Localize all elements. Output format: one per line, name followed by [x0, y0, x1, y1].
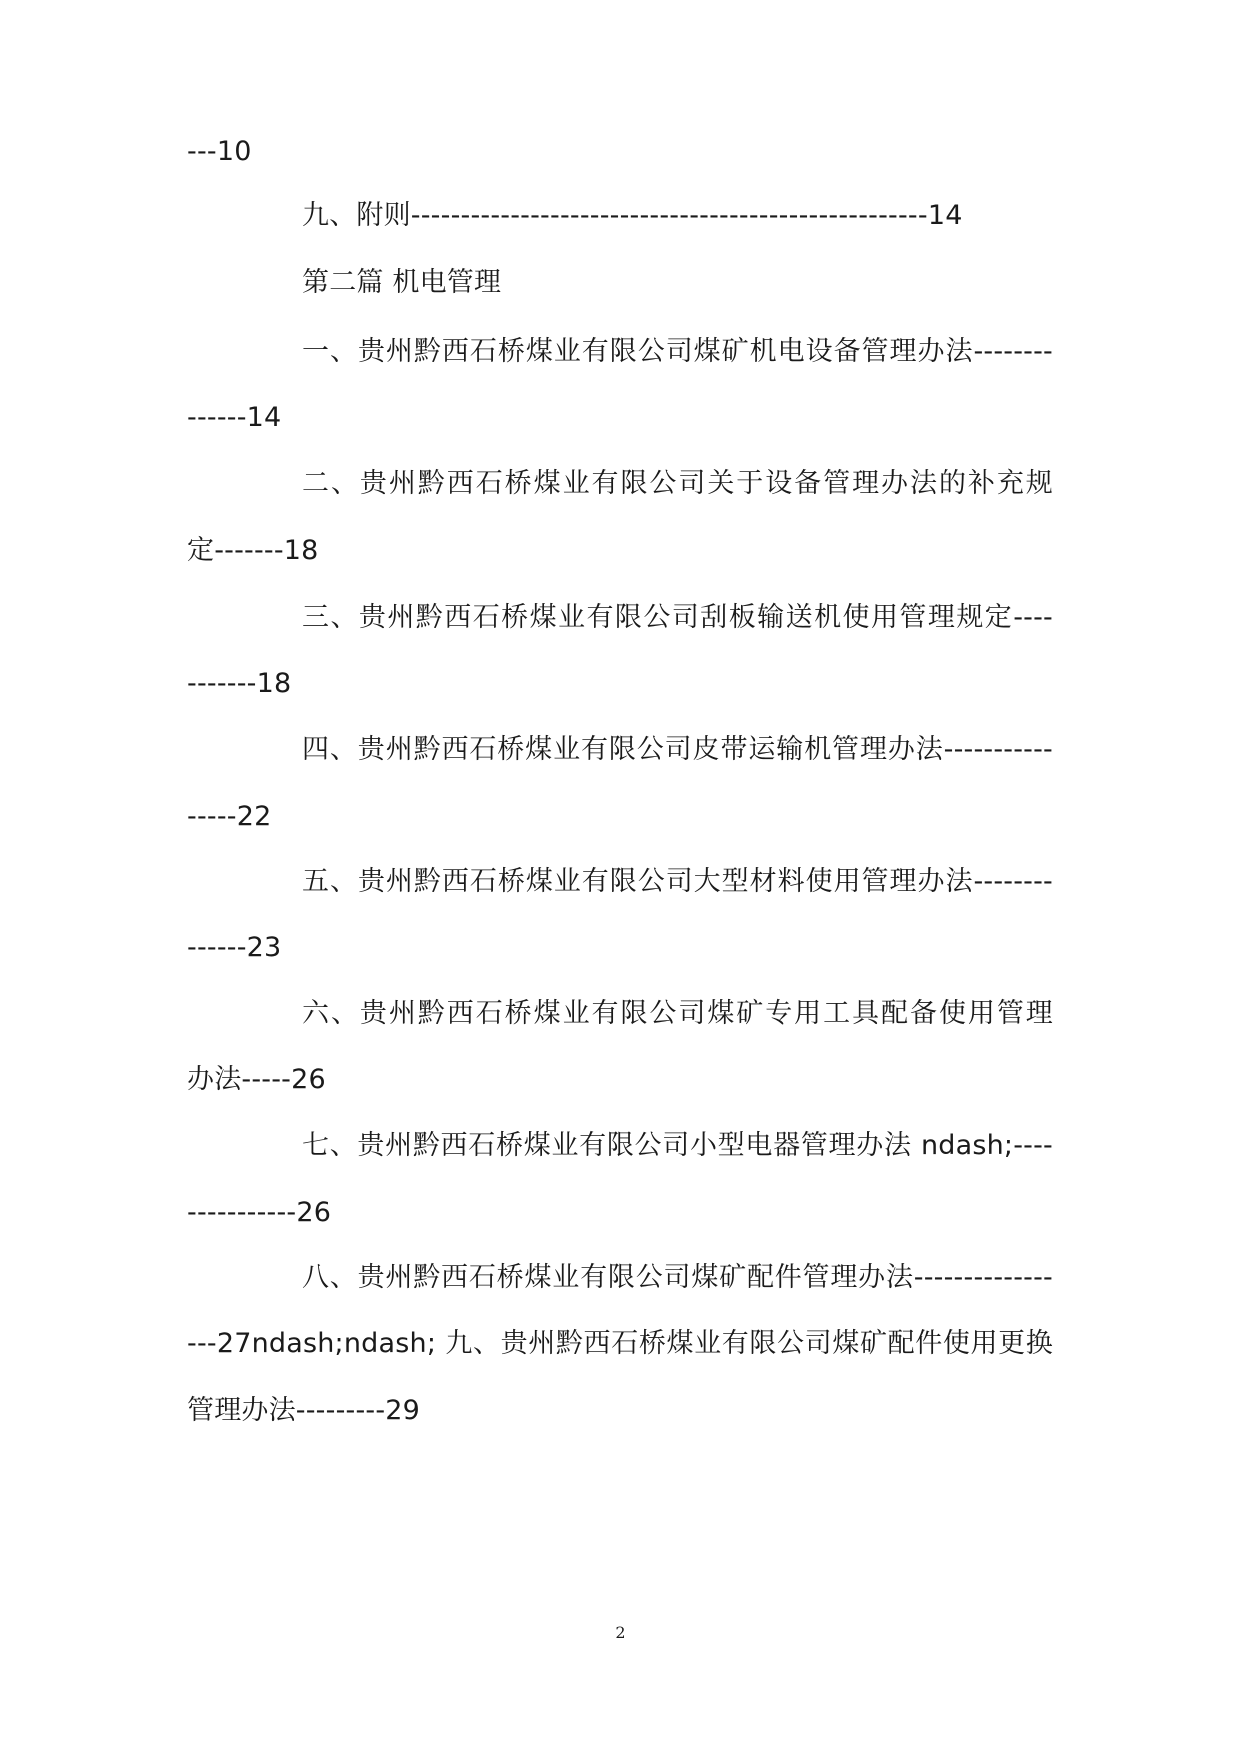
- toc-entry-appendix: 九、附则----------------------------------------------------14: [302, 200, 963, 231]
- toc-entry-4-continuation: -----22: [187, 801, 272, 832]
- toc-entry-2-continuation: 定-------18: [187, 535, 319, 566]
- toc-entry-5-continuation: ------23: [187, 932, 282, 963]
- toc-entry-7: 七、贵州黔西石桥煤业有限公司小型电器管理办法 ndash;----: [302, 1130, 1053, 1161]
- section-heading: 第二篇 机电管理: [302, 267, 502, 298]
- page-number: 2: [615, 1623, 626, 1642]
- toc-entry-4: 四、贵州黔西石桥煤业有限公司皮带运输机管理办法-----------: [302, 734, 1053, 765]
- toc-line-continuation: ---10: [187, 136, 252, 167]
- toc-entry-3-continuation: -------18: [187, 668, 292, 699]
- toc-entry-9-continuation: 管理办法---------29: [187, 1395, 421, 1426]
- toc-entry-5: 五、贵州黔西石桥煤业有限公司大型材料使用管理办法--------: [302, 866, 1053, 897]
- toc-entry-7-continuation: -----------26: [187, 1197, 332, 1228]
- toc-entry-2: 二、贵州黔西石桥煤业有限公司关于设备管理办法的补充规: [302, 468, 1053, 499]
- toc-entry-1-continuation: ------14: [187, 402, 282, 433]
- toc-entry-8: 八、贵州黔西石桥煤业有限公司煤矿配件管理办法--------------: [302, 1262, 1053, 1293]
- toc-entry-1: 一、贵州黔西石桥煤业有限公司煤矿机电设备管理办法--------: [302, 336, 1053, 367]
- toc-entry-3: 三、贵州黔西石桥煤业有限公司刮板输送机使用管理规定----: [302, 602, 1053, 633]
- toc-entry-6-continuation: 办法-----26: [187, 1064, 326, 1095]
- toc-entry-6: 六、贵州黔西石桥煤业有限公司煤矿专用工具配备使用管理: [302, 998, 1053, 1029]
- toc-entry-8-continuation: ---27ndash;ndash; 九、贵州黔西石桥煤业有限公司煤矿配件使用更换: [187, 1328, 1053, 1359]
